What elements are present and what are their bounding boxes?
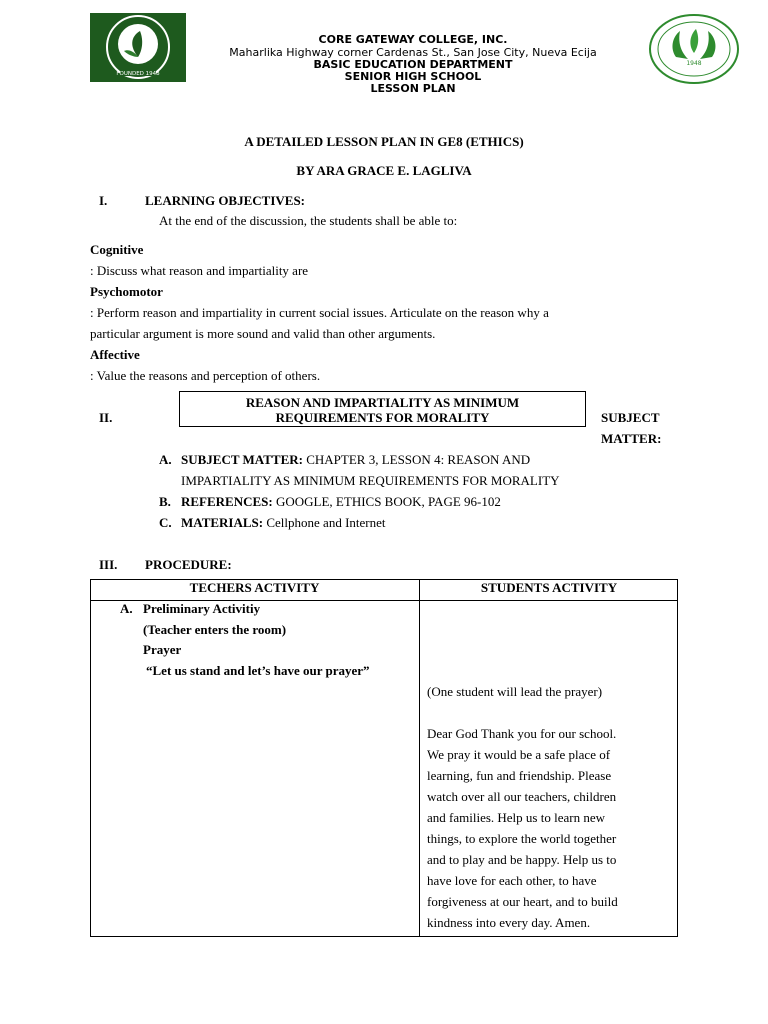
subject-title-box <box>179 391 586 427</box>
logo-right-year: 1948 <box>686 60 702 67</box>
prayer-line: watch over all our teachers, children <box>427 789 617 804</box>
section-1-heading: LEARNING OBJECTIVES: <box>145 193 306 208</box>
prayer-line: We pray it would be a safe place of <box>427 747 611 762</box>
prayer-line: Dear God Thank you for our school. <box>427 726 617 741</box>
subject-matter-side-label-1: SUBJECT <box>601 410 660 425</box>
school-name: SENIOR HIGH SCHOOL <box>344 70 482 83</box>
section-2-number: II. <box>99 410 113 425</box>
college-logo-right <box>648 13 741 85</box>
table-column-divider <box>419 579 420 937</box>
students-activity-header: STUDENTS ACTIVITY <box>480 580 618 595</box>
cognitive-text: : Discuss what reason and impartiality are <box>90 263 309 278</box>
item-a-line <box>181 452 530 467</box>
college-address: Maharlika Highway corner Cardenas St., San Jose City, Nueva Ecija <box>229 46 597 59</box>
affective-text: : Value the reasons and perception of others. <box>90 368 321 383</box>
student-lead-note: (One student will lead the prayer) <box>427 684 603 699</box>
prayer-quote: “Let us stand and let’s have our prayer” <box>146 663 370 678</box>
prayer-line: learning, fun and friendship. Please <box>427 768 612 783</box>
prayer-line: and to play and be happy. Help us to <box>427 852 617 867</box>
item-a-continuation: IMPARTIALITY AS MINIMUM REQUIREMENTS FOR MORALITY <box>181 473 560 488</box>
college-name: CORE GATEWAY COLLEGE, INC. <box>318 33 508 46</box>
teachers-activity-header: TECHERS ACTIVITY <box>189 580 320 595</box>
item-a-letter: A. <box>159 452 172 467</box>
prayer-label: Prayer <box>143 642 182 657</box>
subject-matter-side-label-2: MATTER: <box>601 431 662 446</box>
teacher-enters: (Teacher enters the room) <box>143 622 287 637</box>
prayer-line: things, to explore the world together <box>427 831 617 846</box>
section-1-number: I. <box>99 193 108 208</box>
affective-label: Affective <box>90 347 140 362</box>
preliminary-title: Preliminary Activitiy <box>143 601 261 616</box>
item-b-letter: B. <box>159 494 171 509</box>
department-name: BASIC EDUCATION DEPARTMENT <box>313 58 513 71</box>
item-c-line <box>181 515 386 530</box>
psychomotor-text-line-2: particular argument is more sound and valid than other arguments. <box>90 326 436 341</box>
section-1-intro: At the end of the discussion, the students shall be able to: <box>159 213 458 228</box>
section-3-number: III. <box>99 557 118 572</box>
preliminary-letter: A. <box>120 601 133 616</box>
lesson-plan-title: A DETAILED LESSON PLAN IN GE8 (ETHICS) <box>244 134 524 149</box>
prayer-line: and families. Help us to learn new <box>427 810 605 825</box>
cognitive-label: Cognitive <box>90 242 144 257</box>
lesson-plan-author: BY ARA GRACE E. LAGLIVA <box>296 163 472 178</box>
item-b-line <box>181 494 501 509</box>
psychomotor-text-line-1: : Perform reason and impartiality in current social issues. Articulate on the reason why a <box>90 305 549 320</box>
section-3-heading: PROCEDURE: <box>145 557 232 572</box>
item-a-label: SUBJECT MATTER: <box>181 452 303 467</box>
item-a-text: CHAPTER 3, LESSON 4: REASON AND <box>302 452 531 467</box>
subject-title-line-2: REQUIREMENTS FOR MORALITY <box>275 410 490 425</box>
item-c-label: MATERIALS: <box>181 515 264 530</box>
item-b-label: REFERENCES: <box>181 494 273 509</box>
college-logo-left <box>90 13 186 82</box>
subject-title-line-1: REASON AND IMPARTIALITY AS MINIMUM <box>245 395 520 410</box>
item-c-letter: C. <box>159 515 172 530</box>
item-b-text: GOOGLE, ETHICS BOOK, PAGE 96-102 <box>272 494 501 509</box>
prayer-line: forgiveness at our heart, and to build <box>427 894 618 909</box>
psychomotor-label: Psychomotor <box>90 284 163 299</box>
prayer-line: kindness into every day. Amen. <box>427 915 591 930</box>
prayer-line: have love for each other, to have <box>427 873 597 888</box>
item-c-text: Cellphone and Internet <box>263 515 386 530</box>
document-type: LESSON PLAN <box>370 82 456 95</box>
logo-left-founded: FOUNDED 1948 <box>116 71 160 77</box>
